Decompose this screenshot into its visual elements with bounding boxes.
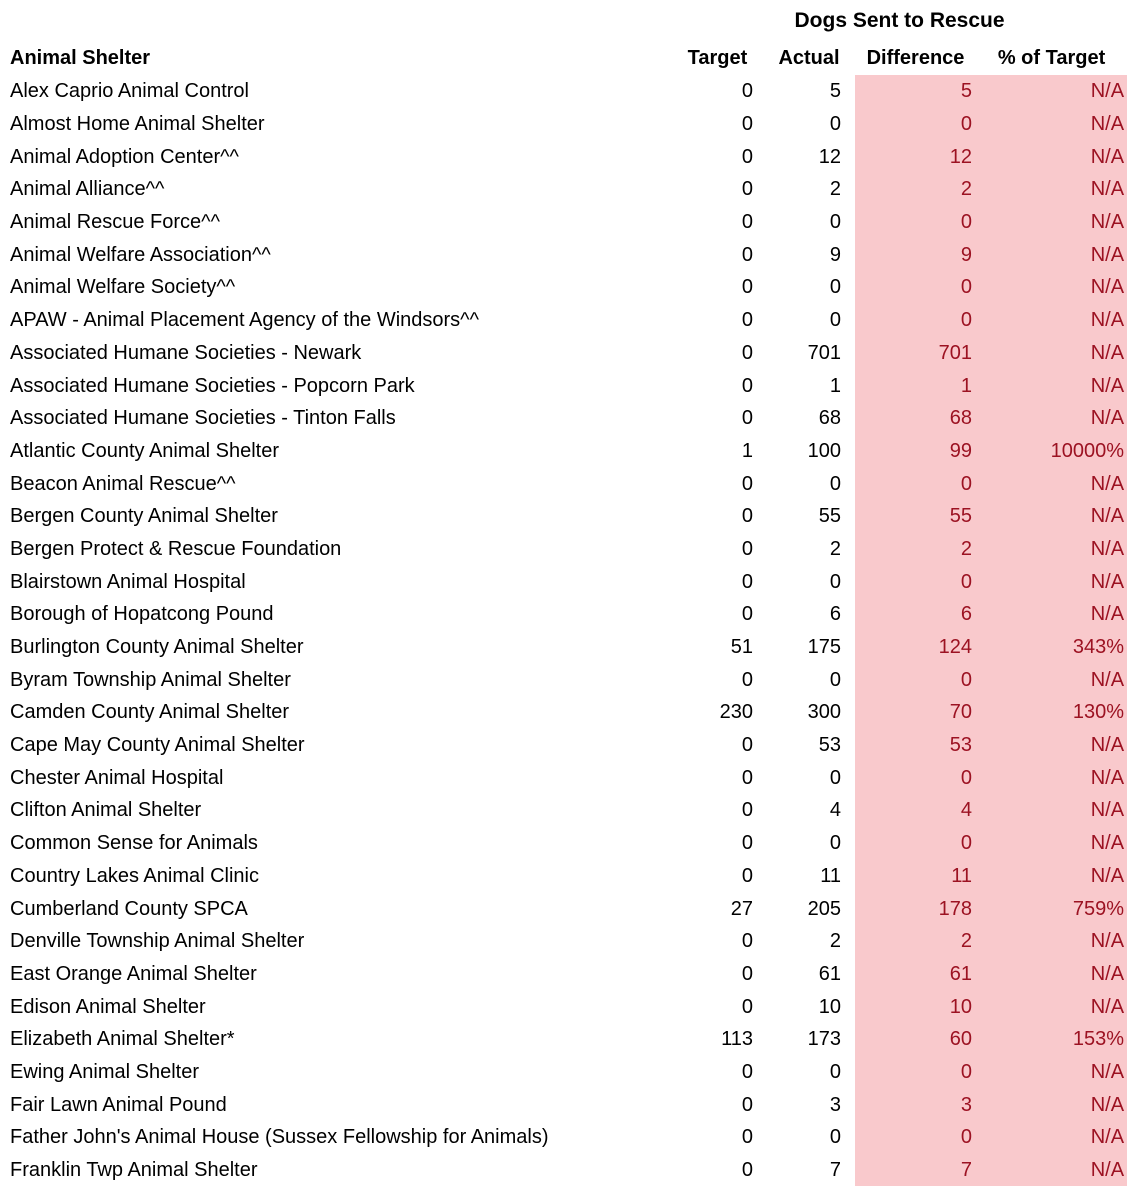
actual-cell: 7 [829, 1159, 841, 1182]
pct-of-target-cell: N/A [976, 173, 1127, 206]
shelter-name-cell: Animal Welfare Society^^ [10, 276, 236, 299]
difference-cell: 5 [855, 75, 976, 108]
difference-cell: 10 [855, 990, 976, 1023]
table-row [0, 958, 1127, 991]
target-cell: 0 [741, 211, 753, 234]
table-row [0, 827, 1127, 860]
actual-cell: 61 [818, 962, 841, 985]
difference-cell: 178 [855, 892, 976, 925]
difference-cell: 7 [855, 1154, 976, 1187]
table-row [0, 533, 1127, 566]
table-row [0, 761, 1127, 794]
pct-of-target-cell: N/A [976, 108, 1127, 141]
shelter-name-cell: Beacon Animal Rescue^^ [10, 472, 236, 495]
shelter-name-cell: Byram Township Animal Shelter [10, 668, 291, 691]
target-cell: 0 [741, 930, 753, 953]
pct-of-target-cell: 10000% [976, 435, 1127, 468]
target-cell: 0 [741, 407, 753, 430]
difference-cell: 9 [855, 238, 976, 271]
shelter-name-cell: Father John's Animal House (Sussex Fellowship for Animals) [10, 1126, 549, 1149]
shelter-name-cell: Associated Humane Societies - Popcorn Park [10, 374, 415, 397]
table-row [0, 402, 1127, 435]
target-cell: 0 [741, 995, 753, 1018]
target-cell: 0 [741, 603, 753, 626]
actual-cell: 2 [829, 930, 841, 953]
actual-cell: 0 [829, 276, 841, 299]
table-row [0, 238, 1127, 271]
actual-cell: 0 [829, 1126, 841, 1149]
target-cell: 113 [721, 1028, 753, 1051]
shelter-name-cell: Cape May County Animal Shelter [10, 734, 305, 757]
difference-cell: 0 [855, 565, 976, 598]
target-cell: 0 [741, 864, 753, 887]
actual-cell: 205 [807, 897, 841, 920]
pct-of-target-cell: N/A [976, 1154, 1127, 1187]
pct-of-target-cell: N/A [976, 271, 1127, 304]
shelter-name-cell: Associated Humane Societies - Tinton Falls [10, 407, 396, 430]
shelter-name-cell: Cumberland County SPCA [10, 897, 248, 920]
pct-of-target-cell: N/A [976, 925, 1127, 958]
table-row [0, 663, 1127, 696]
target-cell: 0 [741, 374, 753, 397]
target-cell: 0 [741, 766, 753, 789]
difference-cell: 0 [855, 663, 976, 696]
actual-cell: 68 [818, 407, 841, 430]
target-cell: 0 [741, 145, 753, 168]
difference-cell: 2 [855, 173, 976, 206]
shelter-name-cell: Associated Humane Societies - Newark [10, 341, 362, 364]
target-cell: 0 [741, 113, 753, 136]
difference-cell: 68 [855, 402, 976, 435]
target-cell: 0 [741, 734, 753, 757]
difference-cell: 0 [855, 467, 976, 500]
shelter-name-cell: Common Sense for Animals [10, 832, 258, 855]
shelter-name-cell: Bergen County Animal Shelter [10, 505, 278, 528]
actual-cell: 5 [829, 80, 841, 103]
target-cell: 0 [741, 799, 753, 822]
pct-of-target-cell: N/A [976, 663, 1127, 696]
table-body [0, 75, 1127, 1186]
column-header-actual: Actual [778, 47, 840, 69]
target-cell: 0 [741, 505, 753, 528]
target-cell: 0 [741, 832, 753, 855]
difference-cell: 4 [855, 794, 976, 827]
table-row [0, 1023, 1127, 1056]
actual-cell: 10 [818, 995, 841, 1018]
actual-cell: 300 [807, 701, 841, 724]
pct-of-target-cell: N/A [976, 206, 1127, 239]
table-row [0, 1121, 1127, 1154]
difference-cell: 0 [855, 108, 976, 141]
pct-of-target-cell: N/A [976, 958, 1127, 991]
shelter-name-cell: Elizabeth Animal Shelter* [10, 1028, 235, 1051]
pct-of-target-cell: 759% [976, 892, 1127, 925]
shelter-name-cell: Animal Alliance^^ [10, 178, 165, 201]
shelter-name-cell: Bergen Protect & Rescue Foundation [10, 537, 342, 560]
shelter-name-cell: Camden County Animal Shelter [10, 701, 290, 724]
shelter-name-cell: Almost Home Animal Shelter [10, 113, 265, 136]
table-row [0, 500, 1127, 533]
pct-of-target-cell: N/A [976, 140, 1127, 173]
pct-of-target-cell: N/A [976, 1088, 1127, 1121]
actual-cell: 53 [818, 734, 841, 757]
table-row [0, 337, 1127, 370]
column-header-pct-of-target: % of Target [997, 47, 1106, 69]
pct-of-target-cell: N/A [976, 238, 1127, 271]
actual-cell: 0 [829, 832, 841, 855]
target-cell: 0 [741, 537, 753, 560]
table-row [0, 108, 1127, 141]
difference-cell: 0 [855, 761, 976, 794]
target-cell: 0 [741, 962, 753, 985]
shelter-name-cell: Burlington County Animal Shelter [10, 636, 304, 659]
difference-cell: 53 [855, 729, 976, 762]
table-title-row [0, 0, 1127, 41]
actual-cell: 12 [818, 145, 841, 168]
difference-cell: 0 [855, 1121, 976, 1154]
difference-cell: 1 [855, 369, 976, 402]
table-row [0, 860, 1127, 893]
target-cell: 0 [741, 570, 753, 593]
table-row [0, 304, 1127, 337]
difference-cell: 60 [855, 1023, 976, 1056]
column-header-difference: Difference [866, 47, 965, 69]
pct-of-target-cell: N/A [976, 467, 1127, 500]
shelter-name-cell: Fair Lawn Animal Pound [10, 1093, 227, 1116]
column-header-animal-shelter: Animal Shelter [10, 47, 151, 69]
actual-cell: 701 [807, 341, 841, 364]
table-row [0, 696, 1127, 729]
pct-of-target-cell: N/A [976, 761, 1127, 794]
pct-of-target-cell: N/A [976, 533, 1127, 566]
table-row [0, 1056, 1127, 1089]
table-row [0, 75, 1127, 108]
target-cell: 27 [730, 897, 753, 920]
shelter-name-cell: Atlantic County Animal Shelter [10, 439, 280, 462]
pct-of-target-cell: N/A [976, 304, 1127, 337]
shelter-name-cell: Borough of Hopatcong Pound [10, 603, 274, 626]
difference-cell: 701 [855, 337, 976, 370]
actual-cell: 0 [829, 668, 841, 691]
pct-of-target-cell: N/A [976, 990, 1127, 1023]
difference-cell: 61 [855, 958, 976, 991]
table-row [0, 598, 1127, 631]
actual-cell: 100 [807, 439, 841, 462]
pct-of-target-cell: N/A [976, 1121, 1127, 1154]
shelter-name-cell: APAW - Animal Placement Agency of the Windsors^^ [10, 309, 479, 332]
shelter-name-cell: Denville Township Animal Shelter [10, 930, 305, 953]
shelter-name-cell: Animal Adoption Center^^ [10, 145, 239, 168]
actual-cell: 173 [807, 1028, 841, 1051]
pct-of-target-cell: N/A [976, 369, 1127, 402]
target-cell: 0 [741, 341, 753, 364]
pct-of-target-cell: 130% [976, 696, 1127, 729]
difference-cell: 70 [855, 696, 976, 729]
table-row [0, 565, 1127, 598]
difference-cell: 2 [855, 925, 976, 958]
table-header-row [0, 41, 1127, 75]
table-row [0, 631, 1127, 664]
table-row [0, 925, 1127, 958]
table-row [0, 206, 1127, 239]
actual-cell: 9 [829, 243, 841, 266]
table-row [0, 990, 1127, 1023]
difference-cell: 0 [855, 206, 976, 239]
target-cell: 0 [741, 1126, 753, 1149]
actual-cell: 2 [829, 178, 841, 201]
table-row [0, 271, 1127, 304]
actual-cell: 0 [829, 309, 841, 332]
pct-of-target-cell: N/A [976, 794, 1127, 827]
target-cell: 0 [741, 80, 753, 103]
shelter-name-cell: Alex Caprio Animal Control [10, 80, 249, 103]
actual-cell: 0 [829, 211, 841, 234]
table-row [0, 794, 1127, 827]
pct-of-target-cell: N/A [976, 827, 1127, 860]
difference-cell: 6 [855, 598, 976, 631]
table-row [0, 467, 1127, 500]
target-cell: 0 [741, 276, 753, 299]
pct-of-target-cell: N/A [976, 500, 1127, 533]
pct-of-target-cell: N/A [976, 729, 1127, 762]
actual-cell: 0 [829, 570, 841, 593]
actual-cell: 0 [829, 472, 841, 495]
target-cell: 230 [719, 701, 753, 724]
target-cell: 0 [741, 472, 753, 495]
actual-cell: 55 [818, 505, 841, 528]
pct-of-target-cell: N/A [976, 598, 1127, 631]
table-row [0, 729, 1127, 762]
table-row [0, 1088, 1127, 1121]
target-cell: 0 [741, 243, 753, 266]
difference-cell: 55 [855, 500, 976, 533]
pct-of-target-cell: 153% [976, 1023, 1127, 1056]
pct-of-target-cell: N/A [976, 860, 1127, 893]
table-row [0, 435, 1127, 468]
shelter-name-cell: Edison Animal Shelter [10, 995, 206, 1018]
shelter-name-cell: Clifton Animal Shelter [10, 799, 202, 822]
actual-cell: 2 [829, 537, 841, 560]
difference-cell: 0 [855, 827, 976, 860]
shelter-name-cell: Franklin Twp Animal Shelter [10, 1159, 258, 1182]
target-cell: 0 [741, 668, 753, 691]
shelter-name-cell: Chester Animal Hospital [10, 766, 224, 789]
actual-cell: 3 [829, 1093, 841, 1116]
table-title: Dogs Sent to Rescue [794, 9, 1005, 32]
difference-cell: 99 [855, 435, 976, 468]
table-row [0, 369, 1127, 402]
target-cell: 0 [741, 178, 753, 201]
actual-cell: 0 [829, 1060, 841, 1083]
shelter-name-cell: Country Lakes Animal Clinic [10, 864, 259, 887]
title-spacer [0, 0, 672, 41]
actual-cell: 0 [829, 113, 841, 136]
difference-cell: 11 [855, 860, 976, 893]
shelter-name-cell: East Orange Animal Shelter [10, 962, 257, 985]
actual-cell: 4 [829, 799, 841, 822]
difference-cell: 3 [855, 1088, 976, 1121]
target-cell: 1 [741, 439, 753, 462]
actual-cell: 11 [820, 864, 841, 887]
actual-cell: 0 [829, 766, 841, 789]
pct-of-target-cell: N/A [976, 75, 1127, 108]
difference-cell: 12 [855, 140, 976, 173]
actual-cell: 1 [829, 374, 841, 397]
target-cell: 0 [741, 1159, 753, 1182]
shelter-name-cell: Animal Welfare Association^^ [10, 243, 271, 266]
shelter-name-cell: Animal Rescue Force^^ [10, 211, 220, 234]
column-header-target: Target [687, 47, 748, 69]
actual-cell: 175 [807, 636, 841, 659]
shelter-name-cell: Ewing Animal Shelter [10, 1060, 199, 1083]
table-row [0, 892, 1127, 925]
difference-cell: 0 [855, 271, 976, 304]
table-row [0, 140, 1127, 173]
pct-of-target-cell: 343% [976, 631, 1127, 664]
actual-cell: 6 [829, 603, 841, 626]
table-row [0, 173, 1127, 206]
pct-of-target-cell: N/A [976, 402, 1127, 435]
shelter-name-cell: Blairstown Animal Hospital [10, 570, 246, 593]
target-cell: 0 [741, 1060, 753, 1083]
target-cell: 0 [741, 309, 753, 332]
pct-of-target-cell: N/A [976, 1056, 1127, 1089]
target-cell: 0 [741, 1093, 753, 1116]
pct-of-target-cell: N/A [976, 337, 1127, 370]
difference-cell: 2 [855, 533, 976, 566]
table-row [0, 1154, 1127, 1187]
pct-of-target-cell: N/A [976, 565, 1127, 598]
target-cell: 51 [730, 636, 753, 659]
difference-cell: 0 [855, 1056, 976, 1089]
difference-cell: 124 [855, 631, 976, 664]
difference-cell: 0 [855, 304, 976, 337]
